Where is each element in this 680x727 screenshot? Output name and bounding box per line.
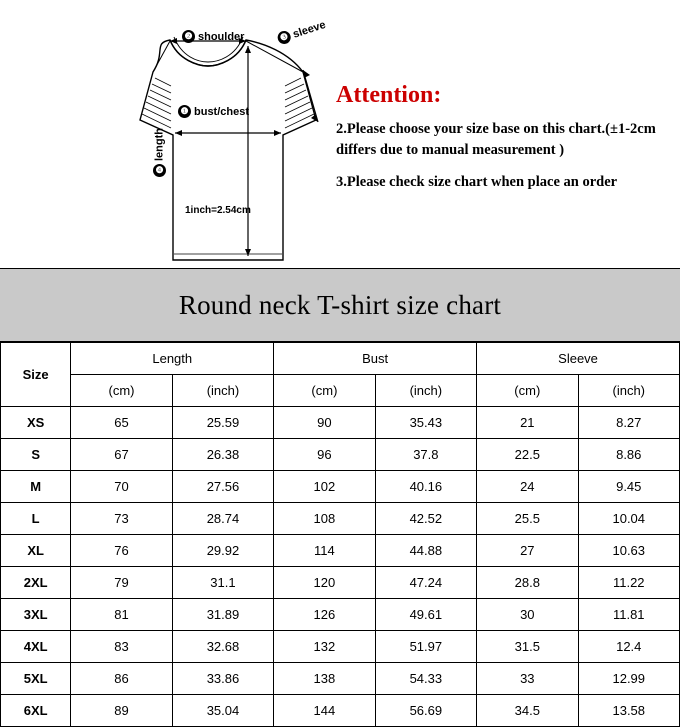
table-row: [1, 663, 680, 695]
callout-label-bust: bust/chest: [194, 105, 250, 118]
cell-bust-inch: 51.97: [375, 631, 476, 663]
cell-bust-inch: 42.52: [375, 503, 476, 535]
callout-number-2: ❷: [182, 30, 195, 43]
cell-size: 6XL: [1, 695, 71, 727]
callout-length: [153, 128, 166, 177]
cell-bust-cm: 132: [274, 631, 375, 663]
cell-sleeve-inch: 10.04: [578, 503, 679, 535]
cell-length-cm: 76: [71, 535, 172, 567]
table-row: [1, 503, 680, 535]
cell-bust-cm: 144: [274, 695, 375, 727]
cell-length-inch: 33.86: [172, 663, 273, 695]
callout-label-sleeve: sleeve: [291, 18, 328, 41]
cell-sleeve-inch: 11.22: [578, 567, 679, 599]
cell-size: 4XL: [1, 631, 71, 663]
cell-length-cm: 86: [71, 663, 172, 695]
table-row: [1, 695, 680, 727]
cell-length-cm: 70: [71, 471, 172, 503]
cell-size: 3XL: [1, 599, 71, 631]
callout-number-4: ❹: [153, 164, 166, 177]
cell-length-inch: 31.89: [172, 599, 273, 631]
header-bust: Bust: [274, 343, 477, 375]
cell-sleeve-cm: 33: [477, 663, 578, 695]
unit-length-inch: (inch): [172, 375, 273, 407]
unit-sleeve-inch: (inch): [578, 375, 679, 407]
cell-sleeve-cm: 30: [477, 599, 578, 631]
table-row: [1, 439, 680, 471]
tshirt-diagram: [78, 10, 338, 268]
cell-sleeve-inch: 10.63: [578, 535, 679, 567]
cell-sleeve-cm: 21: [477, 407, 578, 439]
table-body: [1, 407, 680, 727]
cell-length-cm: 89: [71, 695, 172, 727]
table-row: [1, 599, 680, 631]
header-length: Length: [71, 343, 274, 375]
cell-sleeve-cm: 28.8: [477, 567, 578, 599]
illustration-area: [0, 0, 680, 268]
cell-size: L: [1, 503, 71, 535]
cell-bust-inch: 47.24: [375, 567, 476, 599]
cell-bust-cm: 126: [274, 599, 375, 631]
header-sleeve: Sleeve: [477, 343, 680, 375]
cell-length-inch: 29.92: [172, 535, 273, 567]
cell-sleeve-cm: 27: [477, 535, 578, 567]
cell-sleeve-inch: 9.45: [578, 471, 679, 503]
cell-length-cm: 83: [71, 631, 172, 663]
cell-length-inch: 35.04: [172, 695, 273, 727]
table-row: [1, 631, 680, 663]
cell-size: M: [1, 471, 71, 503]
callout-number-3: ❸: [276, 29, 292, 45]
cell-length-cm: 67: [71, 439, 172, 471]
attention-block: [336, 82, 676, 205]
tshirt-icon: [78, 10, 338, 268]
unit-sleeve-cm: (cm): [477, 375, 578, 407]
callout-number-1: ❶: [178, 105, 191, 118]
cell-length-inch: 32.68: [172, 631, 273, 663]
cell-sleeve-cm: 34.5: [477, 695, 578, 727]
cell-bust-inch: 54.33: [375, 663, 476, 695]
cell-bust-cm: 96: [274, 439, 375, 471]
cell-length-inch: 27.56: [172, 471, 273, 503]
cell-sleeve-inch: 11.81: [578, 599, 679, 631]
chart-title-bar: [0, 268, 680, 342]
size-chart-table: [0, 342, 680, 727]
unit-length-cm: (cm): [71, 375, 172, 407]
cell-length-inch: 26.38: [172, 439, 273, 471]
cell-sleeve-inch: 12.4: [578, 631, 679, 663]
cell-sleeve-inch: 13.58: [578, 695, 679, 727]
cell-bust-inch: 40.16: [375, 471, 476, 503]
cell-bust-inch: 37.8: [375, 439, 476, 471]
cell-length-cm: 79: [71, 567, 172, 599]
cell-bust-cm: 120: [274, 567, 375, 599]
table-row: [1, 535, 680, 567]
attention-line-1: 2.Please choose your size base on this chart.(±1-2cm differs due to manual measurement ): [336, 121, 656, 158]
attention-line-2: 3.Please check size chart when place an order: [336, 174, 618, 191]
attention-title: Attention:: [336, 82, 442, 108]
callout-bust: [178, 105, 249, 118]
header-size: Size: [1, 343, 71, 407]
cell-size: XL: [1, 535, 71, 567]
cell-size: S: [1, 439, 71, 471]
callout-label-shoulder: shoulder: [198, 30, 245, 43]
cell-bust-inch: 44.88: [375, 535, 476, 567]
cell-sleeve-cm: 22.5: [477, 439, 578, 471]
cell-length-inch: 28.74: [172, 503, 273, 535]
table-header-units: [1, 375, 680, 407]
cell-sleeve-cm: 25.5: [477, 503, 578, 535]
cell-bust-inch: 49.61: [375, 599, 476, 631]
chart-title: Round neck T-shirt size chart: [178, 289, 502, 320]
cell-length-cm: 65: [71, 407, 172, 439]
unit-bust-cm: (cm): [274, 375, 375, 407]
callout-label-length: length: [153, 128, 166, 161]
table-row: [1, 471, 680, 503]
cell-sleeve-inch: 8.27: [578, 407, 679, 439]
table-row: [1, 567, 680, 599]
cell-length-cm: 73: [71, 503, 172, 535]
cell-bust-inch: 56.69: [375, 695, 476, 727]
cell-bust-cm: 108: [274, 503, 375, 535]
cell-bust-cm: 102: [274, 471, 375, 503]
cell-bust-cm: 90: [274, 407, 375, 439]
table-row: [1, 407, 680, 439]
cell-bust-cm: 114: [274, 535, 375, 567]
unit-bust-inch: (inch): [375, 375, 476, 407]
cell-size: 2XL: [1, 567, 71, 599]
cell-length-inch: 31.1: [172, 567, 273, 599]
cell-bust-inch: 35.43: [375, 407, 476, 439]
cell-sleeve-cm: 31.5: [477, 631, 578, 663]
cell-bust-cm: 138: [274, 663, 375, 695]
inch-conversion-note: 1inch=2.54cm: [185, 205, 251, 216]
cell-size: XS: [1, 407, 71, 439]
cell-length-cm: 81: [71, 599, 172, 631]
cell-sleeve-inch: 8.86: [578, 439, 679, 471]
table-header-groups: [1, 343, 680, 375]
cell-sleeve-cm: 24: [477, 471, 578, 503]
cell-length-inch: 25.59: [172, 407, 273, 439]
callout-shoulder: [182, 30, 244, 43]
cell-size: 5XL: [1, 663, 71, 695]
cell-sleeve-inch: 12.99: [578, 663, 679, 695]
